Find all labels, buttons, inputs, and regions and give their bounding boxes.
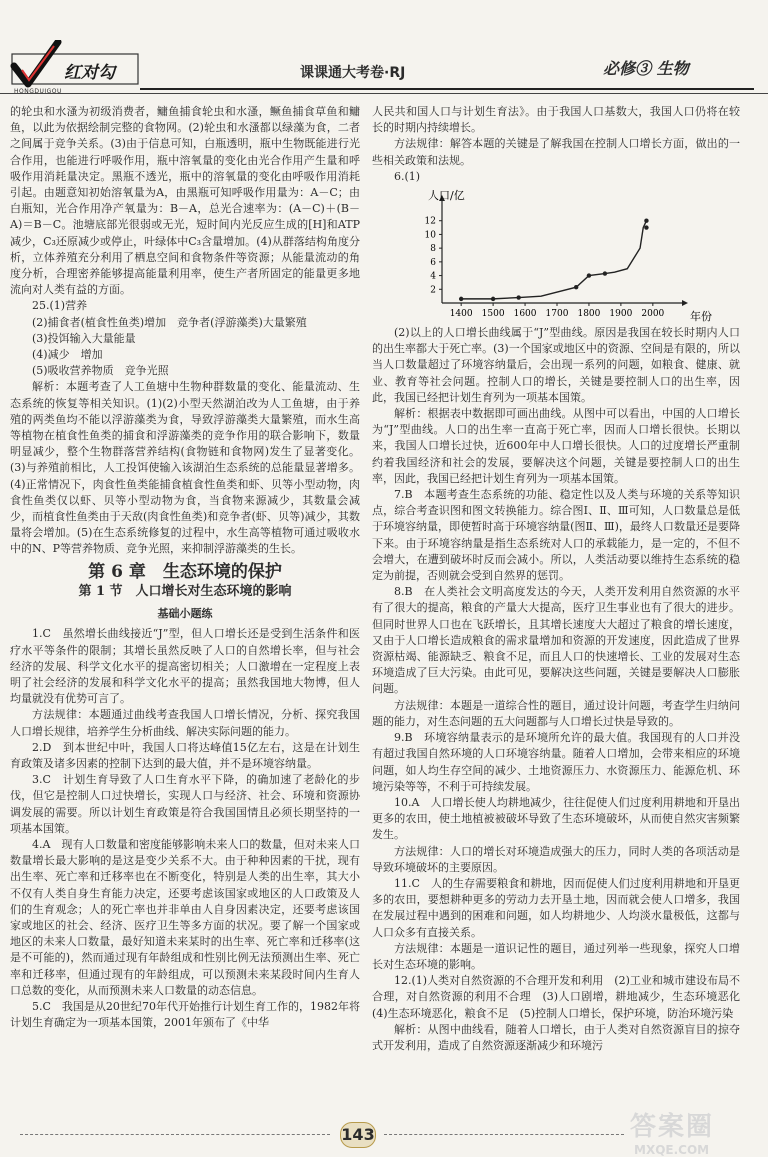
answer-paragraph: 1.C 虽然增长曲线接近“J”型，但人口增长还是受到生活条件和医疗水平等条件的限制；其增长虽然反映了人口的自然增长率，但与社会经济的发展、科学文化水平的提高密切相关；人口激增在一定程度上表明了社会经济的发展和科学文化水平的提高；虽然我国地大物博，但人均量就没有优势可言了。 <box>10 627 360 706</box>
answer-paragraph: 2.D 到本世纪中叶，我国人口将达峰值15亿左右，这是在计划生育政策及诸多因素的控制下达到的最大值，并不是环境容纳量。 <box>10 740 360 770</box>
data-point <box>644 225 648 229</box>
watermark-url: MXQE.COM <box>634 1143 710 1157</box>
y-tick-label: 8 <box>430 244 436 255</box>
method-note: 方法规律：人口的增长对环境造成强大的压力，同时人类的各项活动是导致环境破坏的主要原因。 <box>372 844 740 874</box>
y-tick-label: 12 <box>424 216 436 227</box>
data-point <box>574 285 578 289</box>
answer-line: 25.(1)营养 <box>32 299 88 313</box>
answer-paragraph: 11.C 人的生存需要粮食和耕地，因而促使人们过度利用耕地和开垦更多的农田，要想耕种更多的劳动力去开垦土地，因而就会使人口增多，我国在发展过程中遇到的困难和问题，如人均耕地少、人均淡水量极低，这都与人口众多有直接关系。 <box>372 876 740 939</box>
x-axis-arrow <box>682 300 688 306</box>
subsection-title: 基础小题练 <box>157 607 213 621</box>
page-header <box>0 0 768 100</box>
series-line <box>461 221 646 299</box>
footer-rule-right <box>384 1134 624 1135</box>
header-book-title: 必修③ 生物 <box>603 59 689 78</box>
chapter-title: 第 6 章 生态环境的保护 <box>88 561 282 582</box>
x-tick-label: 1700 <box>545 309 569 320</box>
x-tick-label: 1400 <box>449 309 473 320</box>
data-point <box>644 219 648 223</box>
data-point <box>603 271 607 275</box>
page-number: 143 <box>340 1122 376 1148</box>
x-tick-label: 1500 <box>481 309 505 320</box>
method-note: 方法规律：本题通过曲线考查我国人口增长情况，分析、探究我国人口增长规律，培养学生分析曲线、解决实际问题的能力。 <box>10 708 360 738</box>
answer-line: (4)减少 增加 <box>32 348 103 362</box>
population-chart-svg <box>372 185 740 325</box>
answer-paragraph: (2)以上的人口增长曲线属于“J”型曲线。原因是我国在较长时期内人口的出生率都大于死亡率。(3)一个国家或地区中的资源、空间是有限的，所以当人口数量超过了环境容纳量后，会出现一系列的问题，如粮食、健康、就业、教育等社会问题。控制人口的增长，关键是要控制人口的出生率，因此，我国已经把计划生育列为一项基本国策。 <box>372 326 740 404</box>
section-title: 第 1 节 人口增长对生态环境的影响 <box>78 583 292 599</box>
data-point <box>516 295 520 299</box>
method-note: 方法规律：本题是一道综合性的题目，通过设计问题，考查学生归纳问题的能力，对生态问题的五大问题都与人口增长过快是导致的。 <box>372 698 740 728</box>
population-chart <box>372 185 740 325</box>
answer-paragraph: 3.C 计划生育导致了人口生育水平下降，的确加速了老龄化的步伐，但它是控制人口过快增长，实现人口与经济、社会、环境和资源协调发展的需要。所以计划生育政策是符合我国国情且必须长期坚持的一项基本国策。 <box>10 773 360 835</box>
watermark-title: 答案圈 <box>630 1112 715 1142</box>
answer-paragraph: 10.A 人口增长使人均耕地减少，往往促使人们过度利用耕地和开垦出更多的农田，使土地植被被破坏导致了生态环境破坏，从而使自然灾害频繁发生。 <box>372 795 740 842</box>
left-column <box>10 104 360 1031</box>
x-tick-label: 1900 <box>609 309 633 320</box>
data-point <box>491 297 495 301</box>
answer-line: 6.(1) <box>394 169 421 183</box>
y-tick-label: 2 <box>430 285 436 296</box>
answer-paragraph: 5.C 我国是从20世纪70年代开始推行计划生育工作的，1982年将计划生育确定为一项基本国策，2001年颁布了《中华 <box>10 999 360 1030</box>
answer-line: (2)捕食者(植食性鱼类)增加 竞争者(浮游藻类)大量繁殖 <box>32 315 307 329</box>
header-series-title: 课课通大考卷·RJ <box>300 65 406 81</box>
paragraph: 的轮虫和水溞为初级消费者，鳙鱼捕食轮虫和水溞，鳜鱼捕食草鱼和鳙鱼，以此为依据绘制完整的食物网。(2)轮虫和水溞都以绿藻为食，二者之间属于竞争关系。(3)由于信息可知，白瓶透明，瓶中生物既能进行光合作用，也能进行呼吸作用，瓶中溶氧量的变化由光合作用产生量和呼吸作用消耗量决定。黑瓶不透光，瓶中的溶氧量的变化由呼吸作用消耗引起。由题意知初始溶氧量为A，由黑瓶可知呼吸作用量为：A－C；由白瓶知，光合作用净产氧量为：B－A，总光合速率为：(A－C)＋(B－A)＝B－C。池塘底部光很弱或无光，短时间内光反应生成的[H]和ATP减少，C₃还原减少或停止，叶绿体中C₃含量增加。(4)从群落结构角度分析，立体养殖充分利用了栖息空间和食物条件等资源；从能量流动的角度分析，合理密养能够提高能量利用率，使生产者所固定的能量更多地流向对人类有益的方面。 <box>10 105 360 297</box>
answer-paragraph: 9.B 环境容纳量表示的是环境所允许的最大值。我国现有的人口并没有超过我国自然环境的人口环境容纳量。随着人口增加，会带来相应的环境问题，如人均生存空间的减少、土地资源压力、水资源压力、能源危机、环境污染等等，不利于可持续发展。 <box>372 731 740 793</box>
logo-subtext: HONGDUIGOU <box>14 88 62 95</box>
method-note: 方法规律：本题是一道识记性的题目，通过列举一些现象，探究人口增长对生态环境的影响。 <box>372 941 740 971</box>
answer-line: (3)投饵输入大量能量 <box>32 331 136 345</box>
data-point <box>459 297 463 301</box>
answer-paragraph: 12.(1)人类对自然资源的不合理开发和利用 (2)工业和城市建设布局不合理，对自然资源的利用不合理 (3)人口剧增，耕地减少，生态环境恶化 (4)生态环境恶化，粮食不足 (5)控制人口增长，保护环境，防治环境污染 <box>372 974 751 1020</box>
y-tick-label: 10 <box>424 230 436 241</box>
x-tick-label: 1600 <box>513 309 537 320</box>
y-axis-label: 人口/亿 <box>428 189 465 203</box>
x-tick-label: 1800 <box>577 309 601 320</box>
logo-text: 红对勾 <box>64 63 115 83</box>
y-tick-label: 6 <box>430 257 436 268</box>
answer-paragraph: 7.B 本题考查生态系统的功能、稳定性以及人类与环境的关系等知识点，综合考查识图和图文转换能力。综合图Ⅰ、Ⅱ、Ⅲ可知，人口数量总是低于环境容纳量，即使暂时高于环境容纳量(图Ⅱ、Ⅲ)，最终人口数量还是要降下来。由于环境容纳量是指生态系统对人口的承载能力，是一定的，不但不会增大，在遭到破坏时反而会减小。所以，人类活动要以维持生态系统的稳定为前提，否则就会受到自然界的惩罚。 <box>372 488 740 583</box>
y-tick-label: 4 <box>430 271 436 282</box>
explanation-paragraph: 解析：从图中曲线看，随着人口增长，由于人类对自然资源盲目的掠夺式开发利用，造成了自然资源逐渐减少和环境污 <box>372 1022 740 1052</box>
data-point <box>587 273 591 277</box>
answer-paragraph: 8.B 在人类社会文明高度发达的今天，人类开发利用自然资源的水平有了很大的提高，粮食的产量大大提高，医疗卫生事业也有了很大的进步。但同时世界人口也在飞跃增长，且其增长速度大大超过了粮食的增长速度，又由于人口增长造成粮食的需求量增加和资源的开发速度，因此造成了世界资源枯竭、能源缺乏、粮食不足，而且人口的快速增长、工业的发展对生态环境造成了巨大污染。由此可见，要解决这些问题，关键是要解决人口膨胀问题。 <box>372 585 740 696</box>
footer-rule-left <box>20 1134 330 1135</box>
answer-line: (5)吸收营养物质 竞争光照 <box>32 364 169 378</box>
answer-paragraph: 4.A 现有人口数量和密度能够影响未来人口的数量，但对未来人口数量增长最大影响的是这是变少关系不大。由于种种因素的干扰，现有出生率、死亡率和迁移率也在不断变化，特别是人类的出生率，其大小不仅有人类自身生育能力决定，还要考虑该国家或地区的人口政策及人们的生育观念；人的死亡率也并非单由人自身因素决定，还要考虑该国家或地区的社会、经济、医疗卫生等多方面的状况。要了解一个国家或地区的未来人口数量，最好知道未来某时的出生率、死亡率和迁移率(这是不可能的)，然而通过现有年龄组成和性别比例无法预测出生率、死亡率和迁移率，但通过现有的年龄组成，可以预测未来某段时间内生育人口总数的变化，从而预测未来人口数量的动态信息。 <box>10 837 360 997</box>
x-tick-label: 2000 <box>641 309 665 320</box>
paragraph: 解析：本题考查了人工鱼塘中生物种群数量的变化、能量流动、生态系统的恢复等相关知识。(1)(2)小型天然湖泊改为人工鱼塘，由于养殖的两类鱼均不能以浮游藻类为食，导致浮游藻类大量繁殖，而水生高等植物在植食性鱼类的捕食和浮游藻类的竞争作用的联合影响下，数量明显减少，整个生物群落营养结构(食物链和食物网)发生了显著变化。(3)与养殖前相比，人工投饵使输入该湖泊生态系统的总能量显著增多。(4)正常情况下，肉食性鱼类能捕食植食性鱼类和虾、贝等小型动物，肉食性鱼类仅以虾、贝等小型动物为食，当食物来源减少，其数量会减少，而植食性鱼类由于天敌(肉食性鱼类)和竞争者(虾、贝等)减少，其数量将会增加。(5)在生态系统修复的过程中，水生高等植物可通过吸收水中的N、P等营养物质、竞争光照，来抑制浮游藻类的生长。 <box>10 380 360 556</box>
explanation-paragraph: 解析：根据表中数据即可画出曲线。从图中可以看出，中国的人口增长为“J”型曲线。人口的出生率一直高于死亡率，因而人口增长很快。长期以来，我国人口增长过快，近600年中人口增长很快。人口的过度增长严重制约着我国经济和社会的发展，要解决这个问题，关键是要控制人口的出生率，因此，我国已经把计划生育列为一项基本国策。 <box>372 407 740 485</box>
header-rule <box>140 88 754 90</box>
right-column <box>372 104 751 1054</box>
x-axis-label: 年份 <box>690 310 712 324</box>
header-rule-thin <box>0 93 768 94</box>
method-note: 方法规律：解答本题的关键是了解我国在控制人口增长方面，做出的一些相关政策和法规。 <box>372 137 740 167</box>
paragraph: 人民共和国人口与计划生育法》。由于我国人口基数大，我国人口仍将在较长的时期内持续增长。 <box>372 105 740 135</box>
watermark <box>630 1106 714 1157</box>
